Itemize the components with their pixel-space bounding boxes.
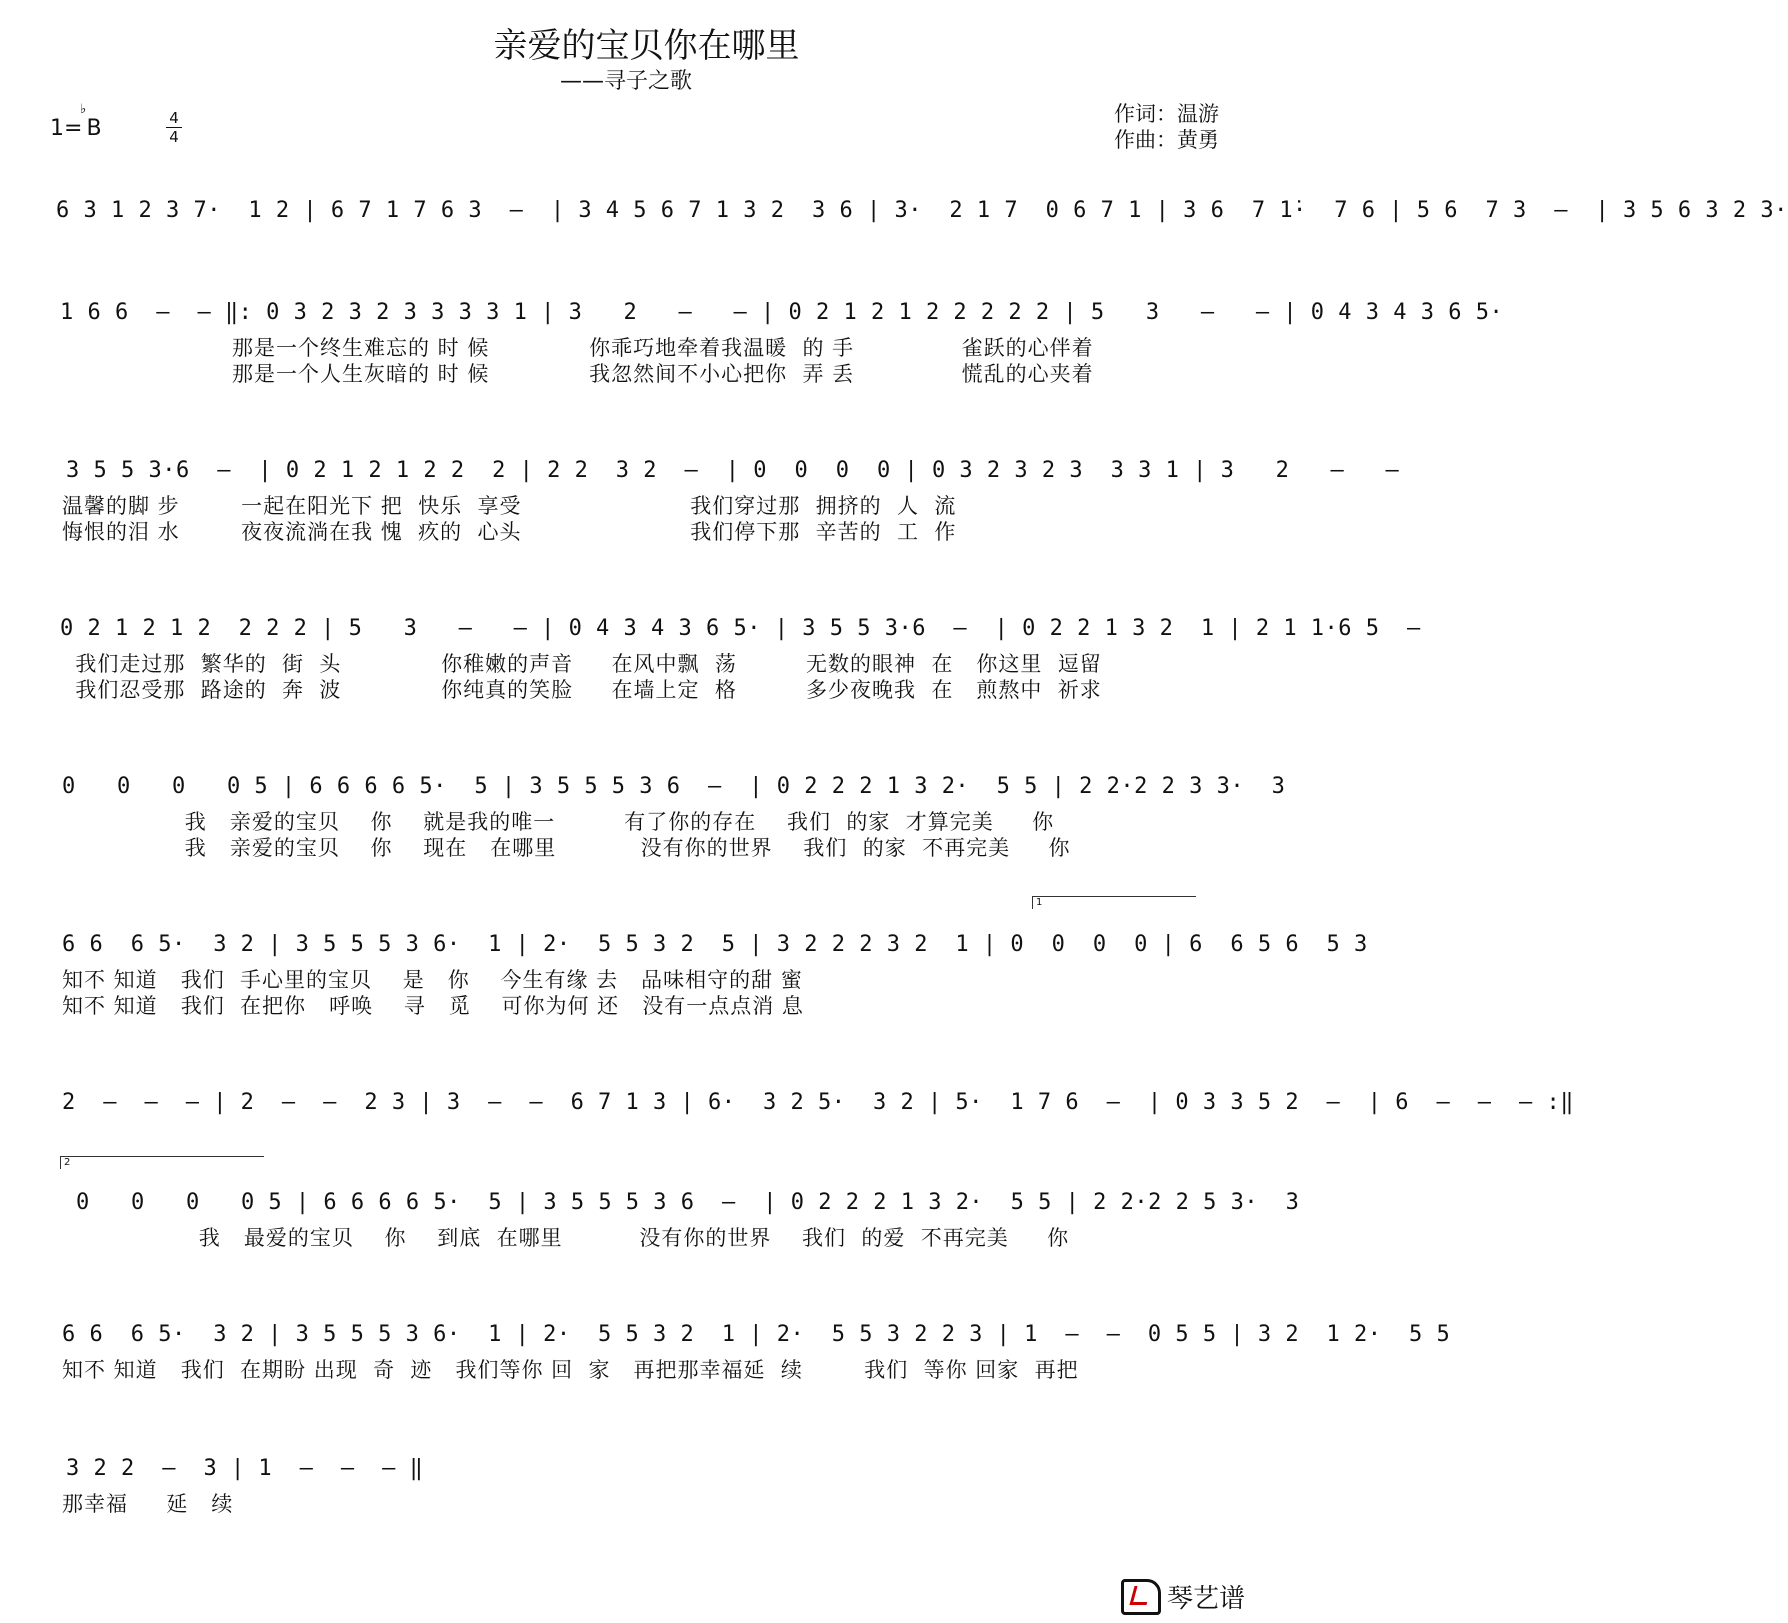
logo-icon	[1121, 1579, 1161, 1615]
lyrics-verse-2: 那是一个人生灰暗的 时 候 我忽然间不小心把你 弄 丢 慌乱的心夹着	[232, 362, 1094, 386]
lyrics-verse-1: 知不 知道 我们 在期盼 出现 奇 迹 我们等你 回 家 再把那幸福延 续 我们 等你 回家 再把	[62, 1358, 1079, 1382]
time-signature	[166, 110, 182, 145]
lyrics-verse-1: 温馨的脚 步 一起在阳光下 把 快乐 享受 我们穿过那 拥挤的 人 流	[62, 494, 957, 518]
site-logo	[1121, 1578, 1245, 1615]
volta-bracket-2: 2	[60, 1156, 264, 1169]
lyrics-verse-2: 我们忍受那 路途的 奔 波 你纯真的笑脸 在墙上定 格 多少夜晚我 在 煎熬中 祈求	[60, 678, 1102, 702]
lyrics-verse-1: 我 最爱的宝贝 你 到底 在哪里 没有你的世界 我们 的爱 不再完美 你	[76, 1226, 1070, 1250]
lyrics-verse-1: 我们走过那 繁华的 街 头 你稚嫩的声音 在风中飘 荡 无数的眼神 在 你这里 逗留	[60, 652, 1102, 676]
lyricist-credit: 作词：温游	[1114, 102, 1219, 126]
notation-line: 6 3 1 2 3 7· 1 2 | 6 7 1 7 6 3 — | 3 4 5 6 7 1 3 2 3 6 | 3· 2 1 7 0 6 7 1 | 3 6 7 1̇· 7 6 | 5 6 7 3 — | 3 5 6 3 2 3·	[56, 198, 1788, 223]
notation-line: 3 2 2 — 3 | 1 — — — ‖	[66, 1456, 424, 1481]
score-subtitle: ——寻子之歌	[560, 69, 693, 94]
time-top: 4	[169, 109, 179, 127]
key-signature	[50, 102, 179, 156]
time-bottom: 4	[169, 128, 179, 146]
score-title: 亲爱的宝贝你在哪里	[493, 26, 800, 66]
notation-line: 2 — — — | 2 — — 2 3 | 3 — — 6 7 1 3 | 6· 3 2 5· 3 2 | 5· 1 7 6 — | 0 3 3 5 2 — | 6 — — — :‖	[62, 1090, 1574, 1115]
composer-credit: 作曲：黄勇	[1114, 128, 1219, 152]
lyrics-verse-1: 我 亲爱的宝贝 你 就是我的唯一 有了你的存在 我们 的家 才算完美 你	[62, 810, 1055, 834]
key-note: B	[86, 116, 102, 141]
notation-line: 6 6 6 5· 3 2 | 3 5 5 5 3 6· 1 | 2· 5 5 3 2 1 | 2· 5 5 3 2 2 3 | 1 — — 0 5 5 | 3 2 1 2· 5 5	[62, 1322, 1451, 1347]
lyrics-verse-1: 那幸福 延 续	[62, 1492, 234, 1516]
notation-line: 0 0 0 0 5 | 6 6 6 6 5· 5 | 3 5 5 5 3 6 — | 0 2 2 2 1 3 2· 5 5 | 2 2·2 2 3 3· 3	[62, 774, 1286, 799]
notation-line: 0 2 1 2 1 2 2 2 2 | 5 3 — — | 0 4 3 4 3 6 5· | 3 5 5 3·6 — | 0 2 2 1 3 2 1 | 2 1 1·6 5 —	[60, 616, 1421, 641]
key-prefix: 1=	[50, 116, 83, 141]
lyrics-verse-2: 我 亲爱的宝贝 你 现在 在哪里 没有你的世界 我们 的家 不再完美 你	[62, 836, 1071, 860]
lyrics-verse-1: 知不 知道 我们 手心里的宝贝 是 你 今生有缘 去 品味相守的甜 蜜	[62, 968, 803, 992]
notation-line: 3 5 5 3·6 — | 0 2 1 2 1 2 2 2 | 2 2 3 2 — | 0 0 0 0 | 0 3 2 3 2 3 3 3 1 | 3 2 — —	[66, 458, 1400, 483]
notation-line: 0 0 0 0 5 | 6 6 6 6 5· 5 | 3 5 5 5 3 6 — | 0 2 2 2 1 3 2· 5 5 | 2 2·2 2 5 3· 3	[76, 1190, 1300, 1215]
lyrics-verse-1: 那是一个终生难忘的 时 候 你乖巧地牵着我温暖 的 手 雀跃的心伴着	[232, 336, 1094, 360]
notation-line: 6 6 6 5· 3 2 | 3 5 5 5 3 6· 1 | 2· 5 5 3 2 5 | 3 2 2 2 3 2 1 | 0 0 0 0 | 6 6 5 6 5 3	[62, 932, 1368, 957]
volta-bracket-1: 1	[1032, 896, 1196, 909]
notation-line: 1 6 6 — — ‖: 0 3 2 3 2 3 3 3 3 1 | 3 2 — — | 0 2 1 2 1 2 2 2 2 2 | 5 3 — — | 0 4 3 4 3 6 5·	[60, 300, 1504, 325]
lyrics-verse-2: 知不 知道 我们 在把你 呼唤 寻 觅 可你为何 还 没有一点点消 息	[62, 994, 804, 1018]
logo-text: 琴艺谱	[1166, 1584, 1245, 1614]
lyrics-verse-2: 悔恨的泪 水 夜夜流淌在我 愧 疚的 心头 我们停下那 辛苦的 工 作	[62, 520, 957, 544]
key-flat: ♭	[80, 102, 87, 117]
